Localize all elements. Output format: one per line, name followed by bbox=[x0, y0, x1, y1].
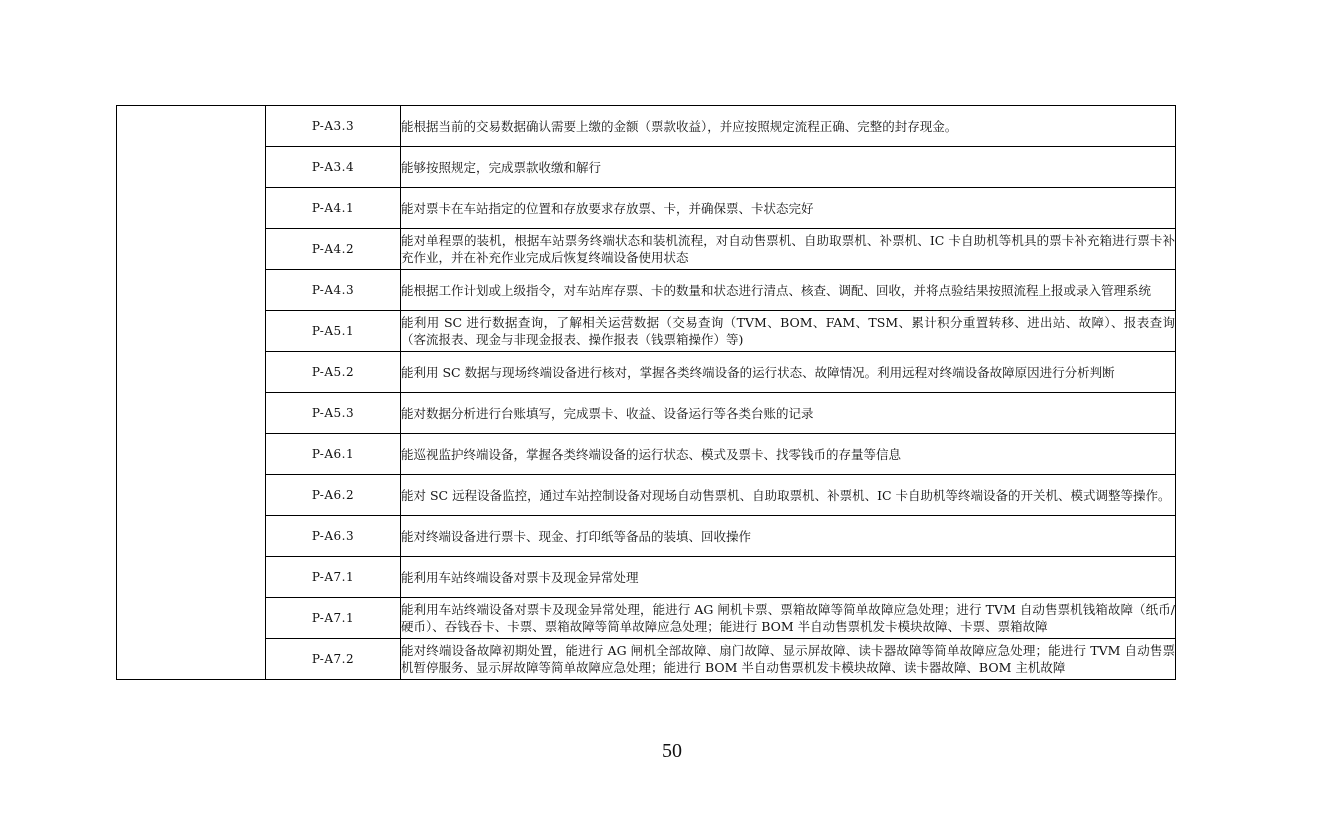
table-row bbox=[117, 311, 1176, 352]
requirement-description: 能对终端设备故障初期处置，能进行 AG 闸机全部故障、扇门故障、显示屏故障、读卡器故障等简单故障应急处理；能进行 TVM 自动售票机暂停服务、显示屏故障等简单故障应急处理；能进行 BOM 半自动售票机发卡模块故障、读卡器故障、BOM 主机故障 bbox=[401, 643, 1175, 675]
table-row bbox=[117, 229, 1176, 270]
requirement-code: P-A5.3 bbox=[266, 393, 401, 434]
requirement-code: P-A5.2 bbox=[266, 352, 401, 393]
requirement-description: 能巡视监护终端设备，掌握各类终端设备的运行状态、模式及票卡、找零钱币的存量等信息 bbox=[401, 446, 902, 462]
requirement-description: 能对单程票的装机，根据车站票务终端状态和装机流程，对自动售票机、自助取票机、补票机、IC 卡自助机等机具的票卡补充箱进行票卡补充作业，并在补充作业完成后恢复终端设备使用状态 bbox=[401, 233, 1175, 265]
requirement-description: 能根据工作计划或上级指令，对车站库存票、卡的数量和状态进行清点、核查、调配、回收，并将点验结果按照流程上报或录入管理系统 bbox=[401, 282, 1152, 298]
requirement-description-cell bbox=[401, 106, 1176, 147]
requirement-description: 能利用车站终端设备对票卡及现金异常处理 bbox=[401, 569, 639, 585]
table-row bbox=[117, 598, 1176, 639]
requirement-description-cell bbox=[401, 516, 1176, 557]
table-row bbox=[117, 270, 1176, 311]
requirement-code: P-A6.3 bbox=[266, 516, 401, 557]
requirement-description-cell bbox=[401, 475, 1176, 516]
requirement-description-cell bbox=[401, 639, 1176, 680]
table-row bbox=[117, 639, 1176, 680]
table-row bbox=[117, 557, 1176, 598]
table-row bbox=[117, 147, 1176, 188]
requirement-description: 能利用车站终端设备对票卡及现金异常处理，能进行 AG 闸机卡票、票箱故障等简单故障应急处理；进行 TVM 自动售票机钱箱故障（纸币/硬币）、吞钱吞卡、卡票、票箱故障等简单故障应急处理；能进行 BOM 半自动售票机发卡模块故障、卡票、票箱故障 bbox=[401, 602, 1175, 634]
requirement-code: P-A3.4 bbox=[266, 147, 401, 188]
merged-category-cell bbox=[117, 106, 266, 680]
page-number: 50 bbox=[662, 740, 682, 762]
requirement-code: P-A7.1 bbox=[266, 557, 401, 598]
table-row bbox=[117, 106, 1176, 147]
requirement-description-cell bbox=[401, 393, 1176, 434]
requirements-table bbox=[116, 105, 1176, 680]
table-row bbox=[117, 352, 1176, 393]
requirement-code: P-A7.2 bbox=[266, 639, 401, 680]
requirement-description: 能根据当前的交易数据确认需要上缴的金额（票款收益），并应按照规定流程正确、完整的封存现金。 bbox=[401, 118, 958, 134]
requirement-description-cell bbox=[401, 229, 1176, 270]
requirement-code: P-A3.3 bbox=[266, 106, 401, 147]
requirement-code: P-A4.1 bbox=[266, 188, 401, 229]
requirement-code: P-A5.1 bbox=[266, 311, 401, 352]
requirements-table-body bbox=[117, 106, 1176, 680]
requirement-code: P-A7.1 bbox=[266, 598, 401, 639]
requirement-code: P-A6.2 bbox=[266, 475, 401, 516]
table-row bbox=[117, 475, 1176, 516]
requirement-description-cell bbox=[401, 598, 1176, 639]
table-row bbox=[117, 516, 1176, 557]
requirement-code: P-A4.2 bbox=[266, 229, 401, 270]
requirement-description: 能对票卡在车站指定的位置和存放要求存放票、卡，并确保票、卡状态完好 bbox=[401, 200, 814, 216]
table-row bbox=[117, 393, 1176, 434]
requirement-description: 能利用 SC 进行数据查询，了解相关运营数据（交易查询（TVM、BOM、FAM、TSM、累计积分重置转移、进出站、故障）、报表查询（客流报表、现金与非现金报表、操作报表（钱票箱操作）等) bbox=[401, 315, 1175, 347]
requirement-description-cell bbox=[401, 434, 1176, 475]
requirement-code: P-A6.1 bbox=[266, 434, 401, 475]
requirement-description-cell bbox=[401, 311, 1176, 352]
table-row bbox=[117, 188, 1176, 229]
requirement-description-cell bbox=[401, 270, 1176, 311]
requirement-description-cell bbox=[401, 352, 1176, 393]
requirement-description: 能利用 SC 数据与现场终端设备进行核对，掌握各类终端设备的运行状态、故障情况。利用远程对终端设备故障原因进行分析判断 bbox=[401, 364, 1115, 380]
requirement-description-cell bbox=[401, 557, 1176, 598]
requirement-code: P-A4.3 bbox=[266, 270, 401, 311]
requirement-description-cell bbox=[401, 147, 1176, 188]
table-row bbox=[117, 434, 1176, 475]
requirement-description-cell bbox=[401, 188, 1176, 229]
requirement-description: 能够按照规定，完成票款收缴和解行 bbox=[401, 159, 602, 175]
requirement-description: 能对终端设备进行票卡、现金、打印纸等备品的装填、回收操作 bbox=[401, 528, 752, 544]
requirement-description: 能对 SC 远程设备监控，通过车站控制设备对现场自动售票机、自助取票机、补票机、IC 卡自助机等终端设备的开关机、模式调整等操作。 bbox=[401, 487, 1171, 503]
requirement-description: 能对数据分析进行台账填写，完成票卡、收益、设备运行等各类台账的记录 bbox=[401, 405, 814, 421]
